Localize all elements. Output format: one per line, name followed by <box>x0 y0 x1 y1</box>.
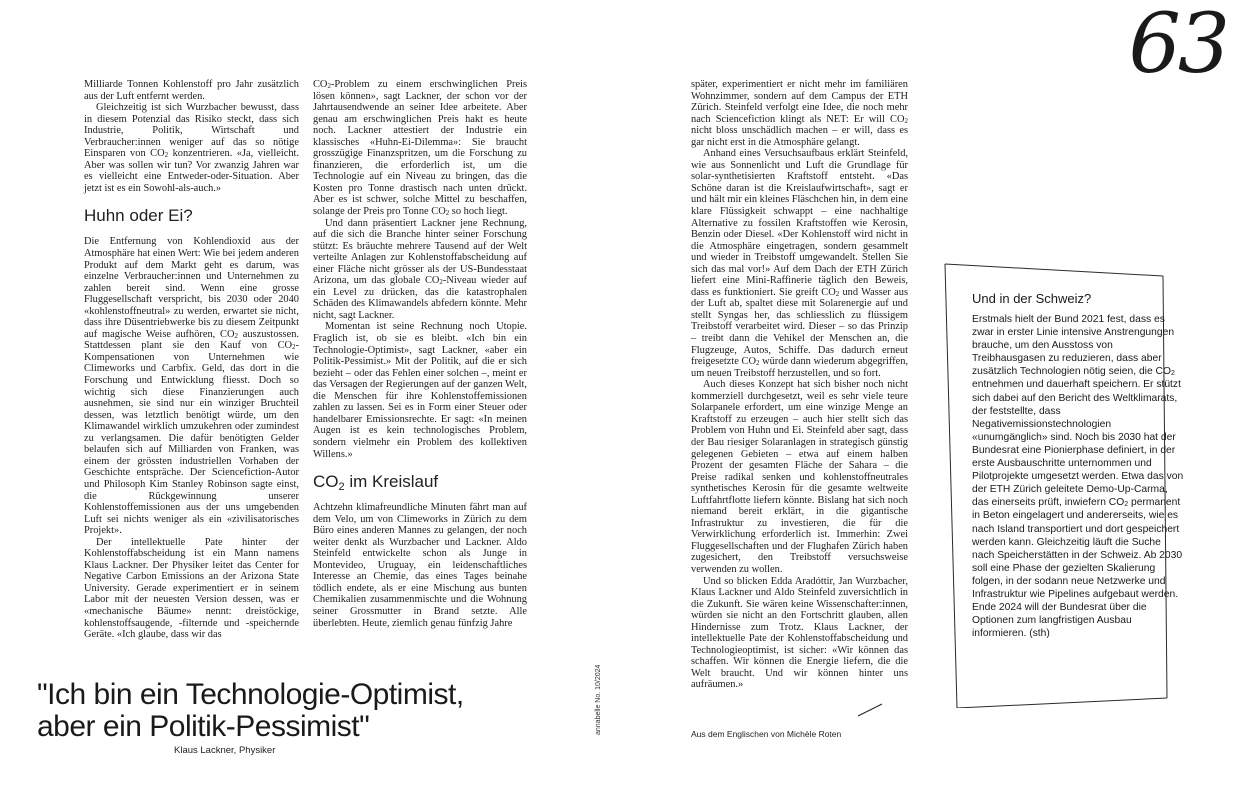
article-column-2 <box>313 79 527 629</box>
text-run: -Problem zu einem erschwinglichen Preis lösen können», sagt Lackner, der schon vor der Jahrtausendwende an seiner Idee arbeitete. Aber genau am erschwinglichen Preis hakt es heute noch. Lackner attestiert der Industrie ein klassisches «Huhn-Ei-Dilemma»: Sie braucht grosszügige Finanzspritzen, um die Forschung zu finanzieren, die erforderlich ist, um die Technologie auf ein Niveau zu bringen, das die Kosten pro Tonne drastisch nach unten drückt. Aber es ist schwer, solche Mittel zu beschaffen, solange der Preis pro Tonne CO <box>313 79 527 218</box>
pull-quote-line-2: aber ein Politik-Pessimist" <box>37 710 370 743</box>
article-column-3 <box>691 79 908 691</box>
subscript: 2 <box>292 343 296 352</box>
pull-quote-author: Klaus Lackner, Physiker <box>174 745 276 756</box>
sidebar-body <box>972 313 1186 640</box>
subscript: 2 <box>439 278 443 287</box>
subscript: 2 <box>1124 501 1129 509</box>
subscript: 2 <box>338 481 345 494</box>
subscript: 2 <box>1171 370 1175 378</box>
paragraph: Momentan ist seine Rechnung noch Utopie. Fraglich ist, ob sie es bleibt. «Ich bin ein Technologie-Optimist», sagt Lackner, «aber ein Politik-Pessimist.» Mit der Politik, auf die er sich bezieht – oder das Fehlen einer solchen –, meint er das Versagen der Regierungen auf der ganzen Welt, die Menschen für ihre Kohlenstoffemissionen zahlen zu lassen. Sei es in Form einer Steuer oder handelbarer Emissionsrechte. Er sagt: «In meinen Augen ist es kein technologisches Problem, sondern vielmehr ein Problem des kollektiven Willens.» <box>313 321 528 460</box>
sidebar-box <box>972 291 1186 640</box>
page-number: 63 <box>1128 0 1227 92</box>
paragraph <box>84 236 299 536</box>
text-run: Erstmals hielt der Bund 2021 fest, dass es zwar in erster Linie intensive Anstrengungen brauche, um den Ausstoss von Treibhausgasen zu reduzieren, dass aber zusätzlich Technologien nötig seien, die CO <box>972 314 1175 378</box>
text-run: und Wasser aus der Luft ab, spaltet diese mit Solarenergie auf und stellt Syngas her, das schliesslich zu flüssigem Treibstoff verarbeitet wird. Dieser – so das Prinzip – treibt dann die Vehikel der Menschen an, die Flugzeuge, Autos, Schiffe. Das dadurch erneut freigesetzte CO <box>691 286 908 368</box>
end-mark-icon <box>857 703 883 717</box>
paragraph <box>313 79 527 218</box>
sidebar-title: Und in der Schweiz? <box>972 291 1092 306</box>
text-run: Die Entfernung von Kohlendioxid aus der Atmosphäre hat einen Wert: Wie bei jedem anderen Produkt auf dem Markt geht es darum, was einzelne Verbraucher:innen und Unternehmen zu zahlen bereit sind. Wenn eine grosse Fluggesellschaft verspricht, bis 2030 oder 2040 «kohlenstoffneutral» zu werden, erwartet sie nicht, dass ihre Düsentriebwerke bis zu diesem Zeitpunkt auf magische Weise aufhören, CO <box>84 236 299 340</box>
text-run: konzentrieren. «Ja, vielleicht. Aber was sollen wir tun? Vor zwanzig Jahren war es vielleicht eine Entweder-oder-Situation. Aber jetzt ist es ein Sowohl-als-auch.» <box>84 148 300 194</box>
text-run: auszustossen. Stattdessen plant sie den Kauf von CO <box>84 328 300 352</box>
article-column-1 <box>84 79 299 641</box>
text-run: CO <box>313 79 328 90</box>
subscript: 2 <box>164 151 169 160</box>
text-run: -Kompensationen von Unternehmen wie Climeworks und Carbfix. Geld, das dort in die Forschung und Entwicklung fliesst. Doch so wichtig sich diese Finanzierungen auch ausnehmen, sie sind nur ein winziger Bruchteil dessen, was letztlich benötigt würde, um den Klimawandel wirklich umzukehren oder zumindest zu verlangsamen. Die dafür benötigten Gelder belaufen sich auf Milliarden von Franken, was einem der grössten industriellen Vorhaben der Geschichte entspräche. Der Sciencefiction-Autor und Philosoph Kim Stanley Robinson sagte einst, die Rückgewinnung unserer Kohlenstoffemissionen aus der uns umgebenden Luft sei nichts weniger als ein «zivilisatorisches Projekt». <box>84 340 299 537</box>
subscript: 2 <box>234 331 238 340</box>
translation-credit: Aus dem Englischen von Michèle Roten <box>691 729 842 739</box>
text-run: später, experimentiert er nicht mehr im familiären Wohnzimmer, sondern auf dem Campus der ETH Zürich. Steinfeld verfolgt eine Idee, die noch mehr nach Sciencefiction klingt als NET: Er will CO <box>691 79 908 125</box>
text-run: im Kreislauf <box>344 472 439 492</box>
section-heading-co2-im-kreislauf <box>313 472 527 492</box>
paragraph: Der intellektuelle Pate hinter der Kohlenstoffabscheidung ist ein Mann namens Klaus Lackner. Der Physiker leitet das Center for Negative Carbon Emissions an der Arizona State University. Gerade experimentiert er in seinem Labor mit der neuesten Version dessen, was er «mechanische Bäume» nennt: dreistöckige, kohlenstoffsaugende, -filternde und -speichernde Geräte. «Ich glaube, dass wir das <box>84 536 299 641</box>
text-run: CO <box>313 472 339 492</box>
text-run: Gleichzeitig ist sich Wurzbacher bewusst, dass in diesem Potenzial das Risiko steckt, dass sich Industrie, Politik, Wirtschaft und Verbraucher:innen weniger auf das so nötige Einsparen von CO <box>84 102 299 160</box>
paragraph <box>691 79 908 148</box>
pull-quote-line-1: "Ich bin ein Technologie-Optimist, <box>37 678 464 711</box>
paragraph <box>84 102 299 194</box>
paragraph <box>313 218 527 322</box>
text-run: so hoch liegt. <box>449 206 508 218</box>
text-run: permanent in Beton eingelagert und andererseits, wie es nach Island transportiert und dort gespeichert werden kann. Gleichzeitig läuft die Suche nach Speicherstätten in der Schweiz. Ab 2030 soll eine Phase der gezielten Skalierung folgen, in der sodann neue Netzwerke und Infrastruktur wie Pipelines aufgebaut werden. Ende 2024 will der Bundesrat über die Optionen zum langfristigen Ausbau informieren. (sth) <box>972 497 1183 640</box>
issue-label: annabelle No. 10/2024 <box>595 664 602 735</box>
text-run: Anhand eines Versuchsaufbaus erklärt Steinfeld, wie aus Sonnenlicht und Luft die Grundlage für solar-synthetisierten Kraftstoff entsteht. «Das Schöne daran ist die Kreislaufwirtschaft», sagt er und hält mir ein kleines Fläschchen hin, in dem eine klare Flüssigkeit schwappt – eine nachhaltige Alternative zu fossilen Kraftstoffen wie Kerosin, Benzin oder Diesel. «Der Kohlenstoff wird nicht in die Atmosphäre eingetragen, sondern gesammelt und wieder in Treibstoff umgewandelt. Stellen Sie sich das mal vor!» Auf dem Dach der ETH Zürich liefert eine Mini-Raffinerie täglich den Beweis, dass es funktioniert. Sie greift CO <box>691 148 908 298</box>
paragraph: Achtzehn klimafreundliche Minuten fährt man auf dem Velo, um von Climeworks in Zürich zu dem Büro eines anderen Mannes zu gelangen, der noch weiter denkt als Wurzbacher und Lackner. Aldo Steinfeld entwickelte schon als Junge in Montevideo, Uruguay, ein leidenschaftliches Interesse an Chemie, das eines Tages beinahe tödlich endete, als er eine Mischung aus bunten Chemikalien zusammenmischte und die Wohnung seiner Grossmutter in Brand setzte. Alle überlebten. Heute, ziemlich genau fünfzig Jahre <box>313 502 527 629</box>
paragraph: Milliarde Tonnen Kohlenstoff pro Jahr zusätzlich aus der Luft entfernt werden. <box>84 79 299 102</box>
subscript: 2 <box>445 209 450 218</box>
text-run: -Niveau wieder auf ein Level zu drücken, das die katastrophalen Schäden des Klimawandels abfedern könnte. Mehr nicht, sagt Lackner. <box>313 275 527 321</box>
text-run: würde dann wiederum abgegriffen, um neuen Treibstoff herzustellen, und so fort. <box>691 356 908 379</box>
text-run: nicht bloss unschädlich machen – er will, dass es gar nicht erst in die Atmosphäre gelangt. <box>691 125 908 148</box>
subscript: 2 <box>755 359 760 368</box>
text-run: Und dann präsentiert Lackner jene Rechnung, auf die sich die Branche hinter seiner Forschung stützt: Es bräuchte mehrere Tausend auf der Welt verteilte Anlagen zur Kohlenstoffabscheidung auf einer Fläche nicht grösser als der US-Bundesstaat Arizona, um das globale CO <box>313 217 527 287</box>
paragraph <box>691 148 908 379</box>
paragraph: Und so blicken Edda Aradóttir, Jan Wurzbacher, Klaus Lackner und Aldo Steinfeld zuversichtlich in die Zukunft. Sie wären keine Wissenschafter:innen, würden sie nicht an den Fortschritt glauben, allen Hindernisse zum Trotz. Klaus Lackner, der intellektuelle Pate der Kohlenstoffabscheidung und Technologieoptimist, ist sicher: «Wir können das schaffen. Wir können die Energie liefern, die die Welt braucht. Und wir können hinter uns aufräumen.» <box>691 575 908 691</box>
subscript: 2 <box>327 82 331 90</box>
subscript: 2 <box>835 289 840 298</box>
paragraph: Auch dieses Konzept hat sich bisher noch nicht kommerziell durchgesetzt, weil es sehr viele teure Solarpanele erfordert, um eine winzige Menge an Kraftstoff zu erzeugen – auch hier stellt sich das Problem von Huhn und Ei. Steinfeld aber sagt, dass der Bau riesiger Solaranlagen in strategisch günstig gelegenen Gebieten – etwa auf einem halben Prozent der gesamten Fläche der Sahara – die Preise radikal senken und kohlenstoffneutrales synthetisches Kerosin für die gesamte weltweite Luftfahrtflotte liefern könnte. Bislang hat sich noch niemand bereit erklärt, in die gigantische Infrastruktur zu investieren, die für die Verwirklichung erforderlich ist. Immerhin: Zwei Fluggesellschaften und der Flughafen Zürich haben zugesichert, den Treibstoff versuchsweise verwenden zu wollen. <box>691 379 908 575</box>
subscript: 2 <box>904 116 908 125</box>
text-run: entnehmen und dauerhaft speichern. Er stützt sich dabei auf den Bericht des Weltklimarats, der feststellte, dass Negativemissionstechnologien «unumgänglich» sind. Noch bis 2030 hat der Bundesrat eine Pionierphase definiert, in der erste Ausbauschritte unternommen und Pilotprojekte umgesetzt werden. Etwa das von der ETH Zürich geleitete Demo-Up-Carma, das einerseits prüft, inwiefern CO <box>972 379 1184 509</box>
pull-quote <box>37 679 567 743</box>
section-heading-huhn-oder-ei: Huhn oder Ei? <box>84 206 193 226</box>
